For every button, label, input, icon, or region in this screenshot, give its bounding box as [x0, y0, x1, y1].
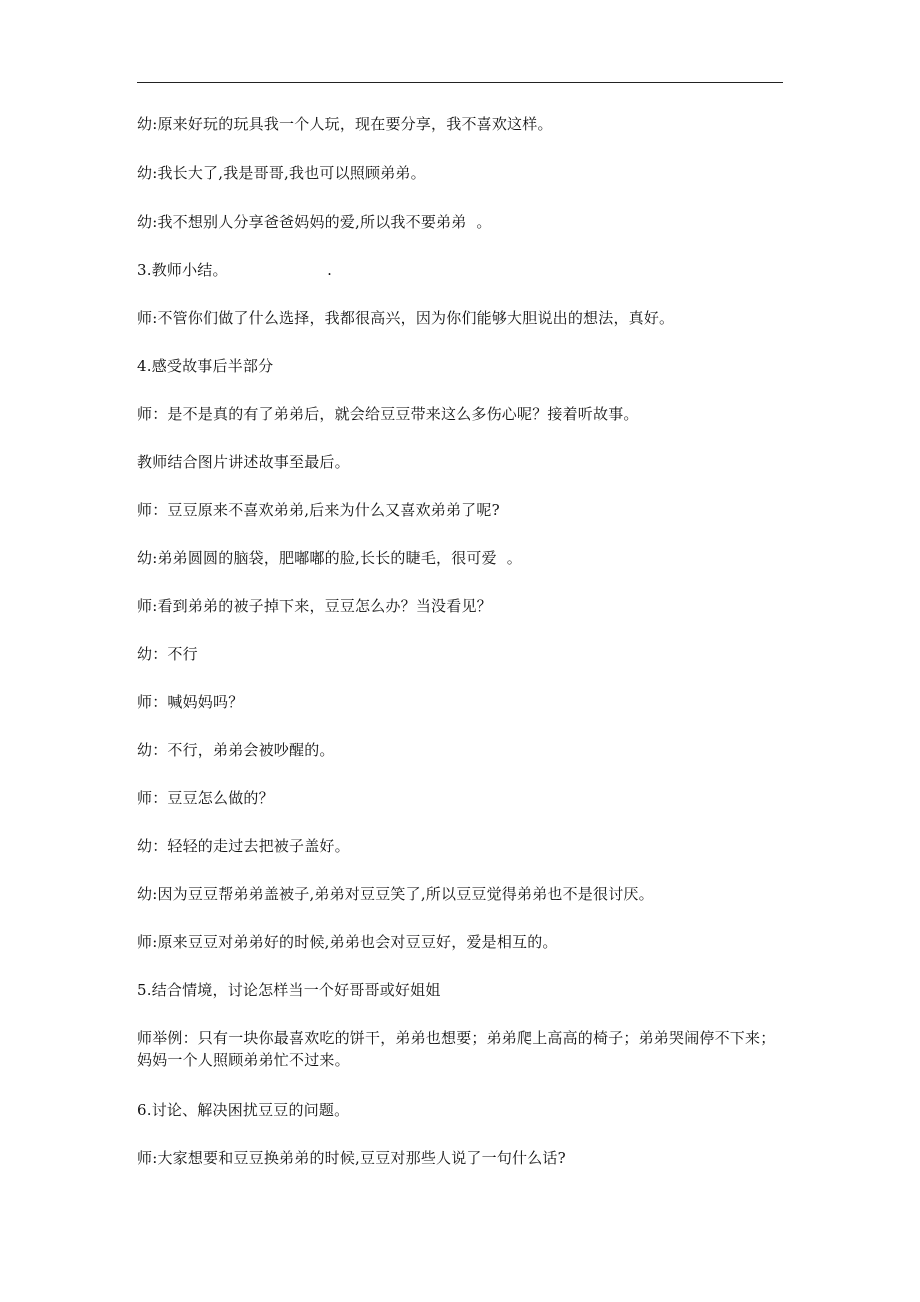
section-heading: 3.教师小结。 .: [137, 261, 333, 279]
paragraph: 师：是不是真的有了弟弟后，就会给豆豆带来这么多伤心呢？接着听故事。: [137, 405, 639, 423]
paragraph: 幼：轻轻的走过去把被子盖好。: [137, 837, 350, 855]
paragraph: 幼:我不想别人分享爸爸妈妈的爱,所以我不要弟弟 。: [137, 213, 492, 231]
paragraph: 师:原来豆豆对弟弟好的时候,弟弟也会对豆豆好，爱是相互的。: [137, 933, 558, 951]
paragraph: 师:看到弟弟的被子掉下来，豆豆怎么办？当没看见？: [137, 597, 492, 615]
paragraph: 师：豆豆怎么做的？: [137, 789, 274, 807]
paragraph: 幼:我长大了,我是哥哥,我也可以照顾弟弟。: [137, 164, 426, 182]
paragraph: 师：豆豆原来不喜欢弟弟,后来为什么又喜欢弟弟了呢?: [137, 501, 500, 519]
paragraph: 教师结合图片讲述故事至最后。: [137, 453, 350, 471]
paragraph: 幼：不行，弟弟会被吵醒的。: [137, 741, 335, 759]
section-heading: 4.感受故事后半部分: [137, 357, 274, 375]
paragraph: 幼:弟弟圆圆的脑袋，肥嘟嘟的脸,长长的睫毛，很可爱 。: [137, 549, 522, 567]
section-heading: 5.结合情境，讨论怎样当一个好哥哥或好姐姐: [137, 981, 441, 999]
paragraph: 师举例：只有一块你最喜欢吃的饼干，弟弟也想要；弟弟爬上高高的椅子；弟弟哭闹停不下来；妈妈一个人照顾弟弟忙不过来。: [137, 1029, 776, 1069]
paragraph: 幼:原来好玩的玩具我一个人玩，现在要分享，我不喜欢这样。: [137, 115, 553, 133]
paragraph: 师：喊妈妈吗？: [137, 693, 244, 711]
paragraph: 师:不管你们做了什么选择，我都很高兴，因为你们能够大胆说出的想法，真好。: [137, 309, 675, 327]
paragraph: 师:大家想要和豆豆换弟弟的时候,豆豆对那些人说了一句什么话?: [137, 1149, 566, 1167]
paragraph: 幼:因为豆豆帮弟弟盖被子,弟弟对豆豆笑了,所以豆豆觉得弟弟也不是很讨厌。: [137, 885, 654, 903]
paragraph: 幼：不行: [137, 645, 198, 663]
section-heading: 6.讨论、解决困扰豆豆的问题。: [137, 1101, 350, 1119]
header-rule: [137, 82, 783, 83]
